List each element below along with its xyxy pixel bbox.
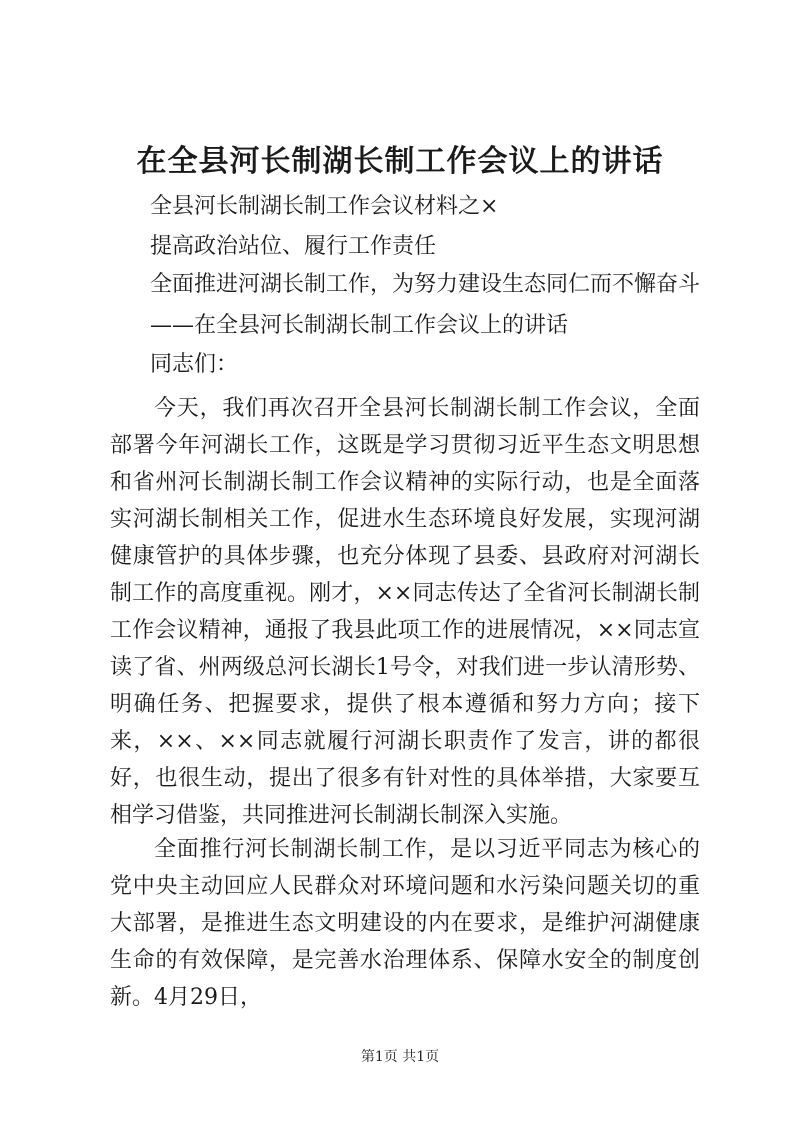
page-footer: 第1页 共1页: [360, 1049, 440, 1065]
document-title: 在全县河长制湖长制工作会议上的讲话: [136, 144, 664, 179]
body-paragraph: 今天，我们再次召开全县河长制湖长制工作会议，全面部署今年河湖长工作，这既是学习贯彻习近平生态文明思想和省州河长制湖长制工作会议精神的实际行动，也是全面落实河湖长制相关工作，促进水生态环境良好发展，实现河湖健康管护的具体步骤，也充分体现了县委、县政府对河湖长制工作的高度重视。刚才，××同志传达了全省河长制湖长制工作会议精神，通报了我县此项工作的进展情况，××同志宣读了省、州两级总河长湖长1号令，对我们进一步认清形势、明确任务、把握要求，提供了根本遵循和努力方向；接下来，××、××同志就履行河湖长职责作了发言，讲的都很好，也很生动，提出了很多有针对性的具体举措，大家要互相学习借鉴，共同推进河长制湖长制深入实施。: [110, 396, 700, 828]
salutation: 同志们：: [150, 352, 239, 377]
subtitle-line: 全县河长制湖长制工作会议材料之×: [150, 194, 499, 219]
subtitle-line: 全面推进河湖长制工作，为努力建设生态同仁而不懈奋斗: [150, 272, 701, 297]
body-paragraph: 全面推行河长制湖长制工作，是以习近平同志为核心的党中央主动回应人民群众对环境问题和水污染问题关切的重大部署，是推进生态文明建设的内在要求，是维护河湖健康生命的有效保障，是完善水治理体系、保障水安全的制度创新。4月29日，: [110, 837, 700, 1010]
subtitle-line: 提高政治站位、履行工作责任: [150, 234, 437, 259]
subtitle-line: ——在全县河长制湖长制工作会议上的讲话: [150, 313, 569, 338]
